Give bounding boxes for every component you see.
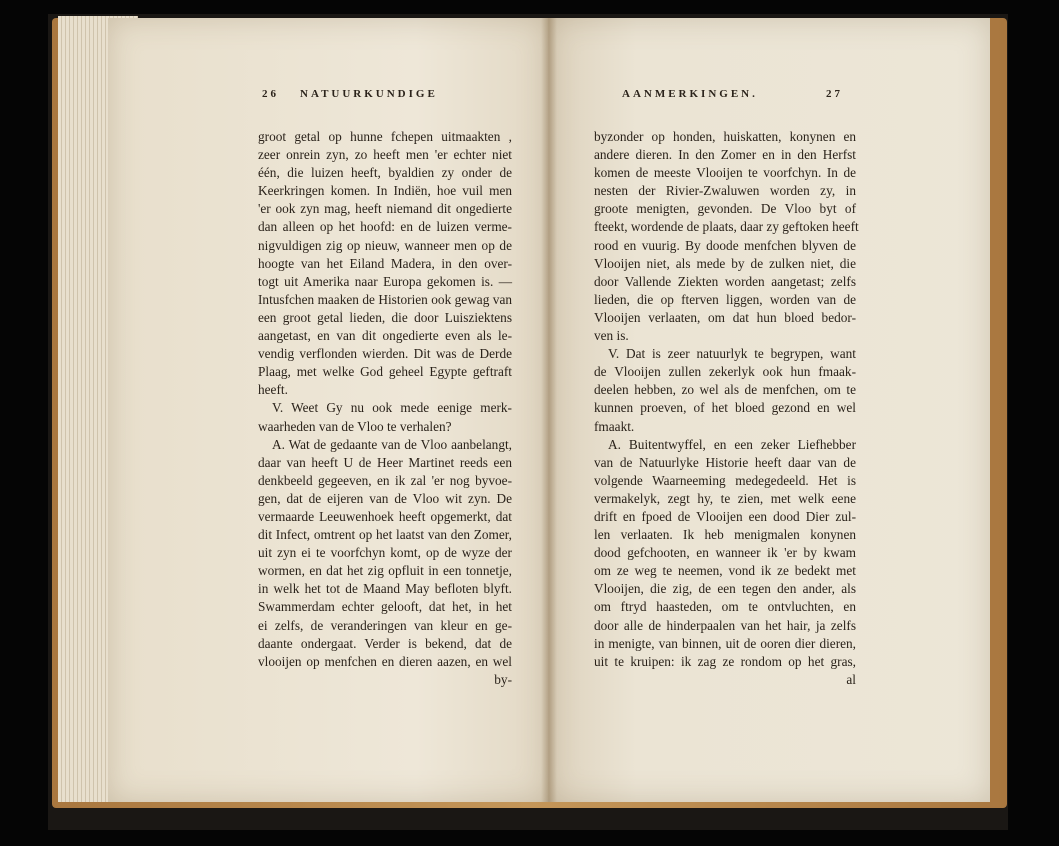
text-line: togt uit Amerika naar Europa gekomen is. — bbox=[258, 273, 512, 289]
text-line: ven is. bbox=[594, 328, 629, 344]
text-line: al bbox=[846, 671, 856, 687]
text-line: Keerkringen komen. In Indiën, hoe vuil men bbox=[258, 183, 512, 199]
text-line: in welk het tot de Maand May befloten blyft. bbox=[258, 581, 512, 597]
text-line: Swammerdam echter gelooft, dat het, in het bbox=[258, 599, 512, 615]
text-line: nigvuldigen zig op nieuw, wanneer men op de bbox=[258, 237, 512, 253]
text-line: dit Infect, omtrent op het laatst van den Zomer, bbox=[258, 527, 512, 543]
text-line: aangetast, en van dit ongedierte even als le- bbox=[258, 328, 512, 344]
text-line: dan alleen op het hoofd: en de luizen verme- bbox=[258, 219, 512, 235]
text-line: Vlooijen niet, als mede by de zulken niet, die bbox=[594, 255, 856, 271]
text-line: 'er ook zyn mag, heeft niemand dit ongedierte bbox=[258, 201, 512, 217]
text-line: vlooijen op menfchen en dieren aazen, en wel bbox=[258, 653, 512, 669]
text-line: Vlooijen, die zig, de een tegen den ander, als bbox=[594, 581, 856, 597]
text-line: een groot getal lieden, die door Luisziektens bbox=[258, 309, 512, 325]
text-line: byzonder op honden, huiskatten, konynen en bbox=[594, 129, 856, 144]
text-line: deelen hebben, zo wel als de menfchen, om te bbox=[594, 382, 856, 398]
text-line: komen de meeste Vlooijen te voorfchyn. In de bbox=[594, 165, 856, 181]
text-line: andere dieren. In den Zomer en in den Herfst bbox=[594, 147, 856, 163]
text-line: één, die luizen heeft, byaldien zy onder de bbox=[258, 165, 512, 181]
text-line: daar van heeft U de Heer Martinet reeds een bbox=[258, 454, 512, 470]
text-line: by- bbox=[494, 671, 512, 687]
text-line: groote menigten, gevonden. De Vloo byt of bbox=[594, 201, 856, 217]
text-line: door alle de hinderpaalen van het hair, ja zelfs bbox=[594, 617, 856, 633]
text-line: fmaakt. bbox=[594, 418, 635, 434]
text-line: zeer onrein zyn, zo heeft men 'er echter niet bbox=[258, 147, 512, 163]
text-line: om ftryd haasteden, om te ontvluchten, en bbox=[594, 599, 856, 615]
text-line: V. Dat is zeer natuurlyk te begrypen, want bbox=[608, 346, 856, 362]
text-line: in menigte, van binnen, uit de ooren dier dieren, bbox=[594, 635, 856, 651]
text-line: A. Wat de gedaante van de Vloo aanbelangt, bbox=[272, 436, 512, 452]
text-line: door Vallende Ziekten worden aangetast; zelfs bbox=[594, 273, 856, 289]
text-line: volgende Waarneeming medegedeeld. Het is bbox=[594, 472, 856, 488]
text-line: Vlooijen verlaaten, om dat hun bloed bedor- bbox=[594, 309, 856, 325]
text-line: nesten der Rivier-Zwaluwen worden zy, in bbox=[594, 183, 856, 199]
right-running-head: AANMERKINGEN. bbox=[622, 88, 758, 100]
text-line: len verlaaten. Ik heb menigmalen konynen bbox=[594, 527, 856, 543]
text-line: A. Buitentwyffel, en een zeker Liefhebber bbox=[608, 436, 856, 452]
book-gutter bbox=[541, 18, 557, 802]
text-line: uit zyn ei te voorfchyn komt, op de wyze der bbox=[258, 545, 512, 561]
text-line: denkbeeld gegeeven, en ik zal 'er nog byvoe- bbox=[258, 472, 512, 488]
text-line: daante ondergaat. Verder is bekend, dat de bbox=[258, 635, 512, 651]
text-line: Intusfchen maaken de Historien ook gewag van bbox=[258, 291, 512, 307]
left-page-number: 26 bbox=[262, 88, 279, 100]
text-line: wormen, en dat het zig opfluit in een tonnetje, bbox=[258, 563, 512, 579]
text-line: om ze weg te neemen, vond ik ze bedekt met bbox=[594, 563, 856, 579]
text-line: vermaarde Leeuwenhoek heeft opgemerkt, dat bbox=[258, 508, 512, 524]
text-line: heeft. bbox=[258, 382, 288, 398]
text-line: hoogte van het Eiland Madera, in den over- bbox=[258, 255, 512, 271]
right-page-number: 27 bbox=[826, 88, 843, 100]
text-line: gen, dat de eijeren van de Vloo wit zyn. De bbox=[258, 490, 512, 506]
text-line: Plaag, met welke God geheel Egypte geftraft bbox=[258, 364, 512, 380]
text-line: V. Weet Gy nu ook mede eenige merk- bbox=[272, 400, 512, 416]
text-line: dood gefchooten, en wanneer ik 'er by kwam bbox=[594, 545, 856, 561]
text-line: fteekt, wordende de plaats, daar zy geftoken heeft bbox=[594, 219, 859, 235]
text-line: uit te kruipen: ik zag ze rondom op het gras, bbox=[594, 653, 856, 669]
right-body-text bbox=[594, 128, 859, 689]
text-line: drift en fpoed de Vlooijen een dood Dier zul- bbox=[594, 508, 856, 524]
text-line: kunnen proeven, of het bloed gezond en wel bbox=[594, 400, 856, 416]
text-line: vendig verflonden wierden. Dit was de Derde bbox=[258, 346, 512, 362]
text-line: waarheden van de Vloo te verhalen? bbox=[258, 418, 452, 434]
left-running-head: NATUURKUNDIGE bbox=[300, 88, 438, 100]
text-line: rood en vuurig. By doode menfchen blyven de bbox=[594, 237, 856, 253]
left-body-text bbox=[258, 128, 512, 689]
text-line: vermakelyk, zegt hy, te zien, met welk eene bbox=[594, 490, 856, 506]
text-line: groot getal op hunne fchepen uitmaakten , bbox=[258, 129, 512, 144]
text-line: van de Natuurlyke Historie heeft daar van de bbox=[594, 454, 856, 470]
text-line: de Vlooijen zullen zekerlyk ook hun fmaak- bbox=[594, 364, 856, 380]
text-line: ei zelfs, de veranderingen van kleur en ge- bbox=[258, 617, 512, 633]
text-line: lieden, die op fterven liggen, worden van de bbox=[594, 291, 856, 307]
